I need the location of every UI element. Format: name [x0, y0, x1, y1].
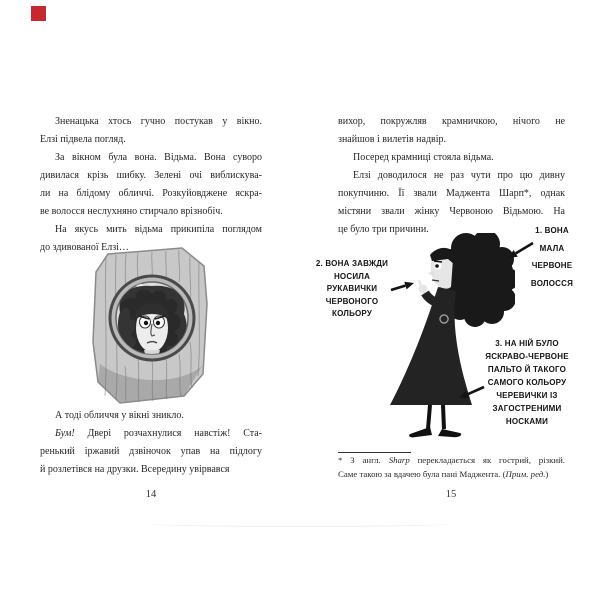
page-number-left: 14 [145, 489, 157, 500]
annotation-line: 3. НА НІЙ БУЛО [495, 339, 559, 348]
annotation-line: ЧЕРВОНОГО [325, 296, 379, 306]
text-line: вихор, покружляв крамничкою, нічого не [338, 116, 565, 127]
annotation-line: ПАЛЬТО Й ТАКОГО [487, 365, 567, 374]
annotation-line: ЗАГОСТРЕНИМИ [492, 404, 562, 413]
text-line: й розлетівся на друзки. Всередину увірвався [40, 464, 230, 475]
annotation-line: 1. ВОНА [535, 226, 569, 235]
text-line: містяни звали жінку Червоною Відьмою. На [338, 206, 565, 217]
text-line: Бум! Двері розчахнулися навстіж! Ста- [55, 428, 262, 439]
annotation-line: КОЛЬОРУ [332, 309, 372, 319]
text-line: дивилася крізь шибку. Зелені очі виблискува- [40, 170, 262, 181]
text-line: ли на блідому обличчі. Розкуйовджене яскра- [40, 188, 262, 199]
footnote-rule [338, 452, 411, 453]
annotation-line: ЧЕРЕВИЧКИ ІЗ [496, 391, 558, 400]
text-line: знайшов і вилетів надвір. [338, 134, 447, 145]
text-line: ренький іржавий дзвіночок упав на підлогу [40, 446, 262, 457]
footnote [338, 454, 565, 481]
text-line: * З англ. Sharp перекладається як гострий, різкий. [338, 455, 565, 465]
text-line: покупчиню. Її звали Маджента Шарп*, однак [338, 188, 565, 199]
annotation-line: 2. ВОНА ЗАВЖДИ [315, 259, 389, 268]
annotation-line: НОСКАМИ [505, 417, 549, 426]
annotation-line: ЯСКРАВО-ЧЕРВОНЕ [485, 352, 569, 361]
right-page-text-top [338, 113, 565, 239]
arrow-icon [505, 241, 535, 263]
left-page-text-bottom [40, 407, 262, 479]
arrow-icon [389, 279, 417, 294]
text-line: Елзі доводилося не раз чути про цю дивну [353, 170, 565, 181]
text-line: Елзі підвела погляд. [40, 134, 126, 145]
annotation-line: САМОГО КОЛЬОРУ [487, 378, 567, 387]
arrow-icon [456, 384, 486, 402]
annotation-line: ВОЛОССЯ [530, 278, 574, 288]
door-porthole-illustration [86, 246, 218, 408]
text-line: На якусь мить відьма прикипіла поглядом [55, 224, 262, 235]
page-bottom-edge [145, 520, 455, 527]
red-corner-marker [31, 6, 46, 21]
annotation-line: НОСИЛА [333, 271, 371, 281]
text-line: Посеред крамниці стояла відьма. [353, 152, 494, 163]
text-line: А тоді обличчя у вікні зникло. [55, 410, 184, 421]
annotation-line: РУКАВИЧКИ [326, 284, 378, 294]
annotation-red-coat-shoes [481, 337, 573, 428]
annotation-line: ЧЕРВОНЕ [531, 261, 573, 270]
text-line: це було три причини. [338, 224, 429, 235]
text-line: За вікном була вона. Відьма. Вона суворо [55, 152, 262, 163]
page-number-right: 15 [445, 489, 457, 500]
text-line: до здивованої Елзі… [40, 242, 129, 253]
text-line: Саме такою за вдачею була пані Маджента. (Прим. ред.) [338, 468, 549, 479]
left-page-text-top [40, 113, 262, 257]
annotation-red-gloves [310, 258, 394, 321]
annotation-line: МАЛА [539, 243, 565, 253]
text-line: Зненацька хтось гучно постукав у вікно. [55, 116, 262, 127]
text-line: ве волосся неслухняно стирчало врізнобіч. [40, 206, 223, 217]
